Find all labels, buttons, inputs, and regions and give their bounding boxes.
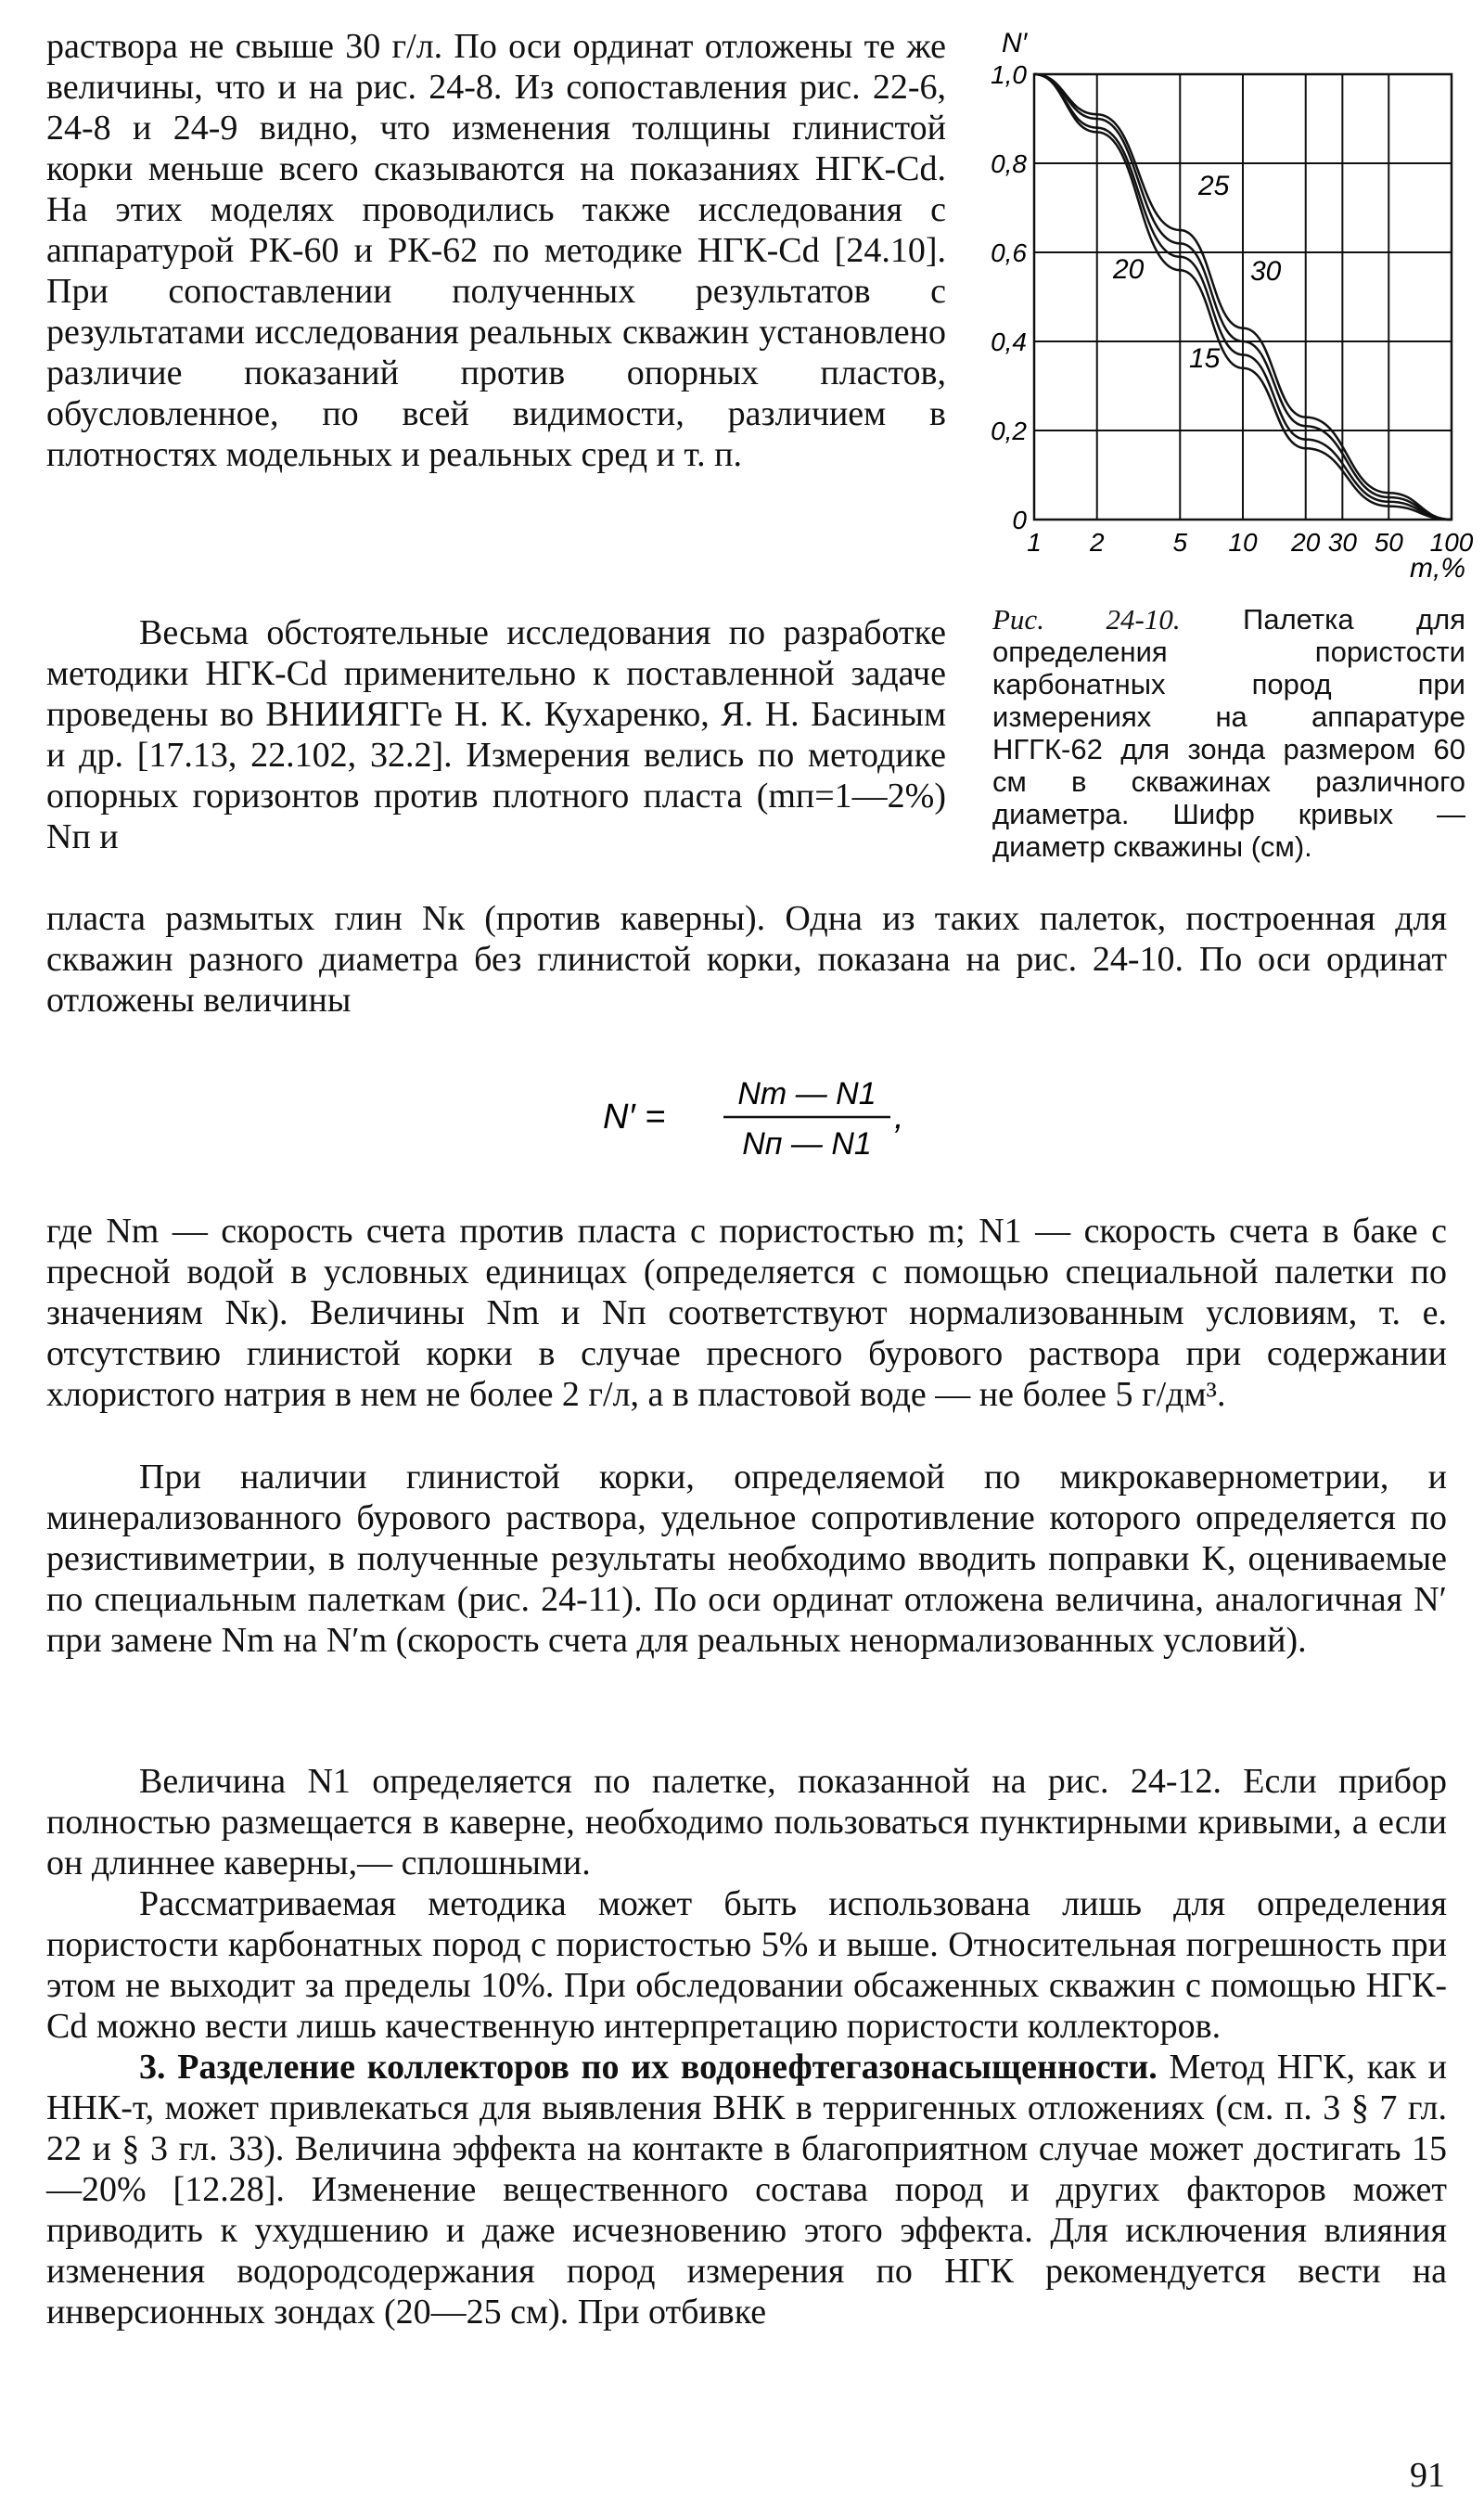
section-heading: 3. Разделение коллекторов по их водонефтегазонасыщенности. bbox=[139, 2048, 1158, 2087]
formula-numerator: Nm — N1 bbox=[737, 1076, 876, 1111]
y-tick-label: 1,0 bbox=[991, 60, 1027, 89]
paragraph-2-continuation: пласта размытых глин Nк (против каверны). Одна из таких палеток, построенная для скважин разного диаметра без глинистой корки, показана на рис. 24-10. По оси ординат отложены величины bbox=[46, 899, 1447, 1020]
paragraph-7-text: Метод НГК, как и ННК-т, может привлекаться для выявления ВНК в терригенных отложениях (см. п. 3 § 7 гл. 22 и § 3 гл. 33). Величина эффекта на контакте в благоприятном случае может достигать 15—20% [12.28]. Изменение вещественного состава пород и других факторов может приводить к ухудшению и даже исчезновению этого эффекта. Для исключения влияния изменения водородсодержания пород измерения по НГК рекомендуется вести на инверсионных зондах (20—25 см). При отбивке bbox=[46, 2048, 1448, 2332]
y-tick-label: 0,6 bbox=[991, 238, 1027, 267]
x-tick-label: 2 bbox=[1089, 528, 1105, 557]
curve-label-15: 15 bbox=[1189, 343, 1221, 374]
formula-lhs: N′ = bbox=[603, 1098, 666, 1137]
y-tick-label: 0 bbox=[1012, 506, 1027, 534]
curve-label-20: 20 bbox=[1113, 254, 1145, 285]
x-tick-label: 20 bbox=[1291, 528, 1321, 557]
x-tick-label: 50 bbox=[1374, 528, 1403, 557]
formula-comma: , bbox=[894, 1098, 904, 1137]
x-tick-label: 100 bbox=[1429, 528, 1474, 557]
formula-denominator: Nп — N1 bbox=[742, 1126, 872, 1162]
paragraph-2: Весьма обстоятельные исследования по разработке методики НГК-Cd применительно к поставленной задаче проведены во ВНИИЯГГе Н. К. Кухаренко, Я. Н. Басиным и др. [17.13, 22.102, 32.2]. Измерения велись по методике опорных горизонтов против плотного пласта (mп=1—2%) Nп и bbox=[46, 613, 946, 856]
x-axis-title: m,% bbox=[1410, 553, 1465, 584]
y-axis-title: N′ bbox=[1002, 28, 1028, 58]
caption-number: Рис. 24-10. bbox=[992, 603, 1181, 636]
paragraph-5: Величина N1 определяется по палетке, показанной на рис. 24-12. Если прибор полностью размещается в каверне, необходимо пользоваться пунктирными кривыми, а если он длиннее каверны,— сплошными. bbox=[46, 1762, 1447, 1882]
chart-ticks bbox=[991, 60, 1474, 557]
curve-label-30: 30 bbox=[1250, 256, 1282, 287]
curve-label-25: 25 bbox=[1198, 171, 1230, 201]
paragraph-6: Рассматриваемая методика может быть использована лишь для определения пористости карбонатных пород с пористостью 5% и выше. Относительная погрешность при этом не выходит за пределы 10%. При обследовании обсаженных скважин с помощью НГК-Cd можно вести лишь качественную интерпретацию пористости коллекторов. bbox=[46, 1884, 1447, 2046]
y-tick-label: 0,2 bbox=[991, 417, 1027, 445]
paragraph-1: раствора не свыше 30 г/л. По оси ординат отложены те же величины, что и на рис. 24-8. Из сопоставления рис. 22-6, 24-8 и 24-9 видно, что изменения толщины глинистой корки меньше всего сказываются на показаниях НГК-Cd. На этих моделях проводились также исследования с аппаратурой РК-60 и РК-62 по методике НГК-Cd [24.10]. При сопоставлении полученных результатов с результатами исследования реальных скважин установлено различие показаний против опорных пластов, обусловленное, по всей видимости, различием в плотностях модельных и реальных сред и т. п. bbox=[46, 27, 946, 474]
paragraph-4: При наличии глинистой корки, определяемой по микрокавернометрии, и минерализованного бурового раствора, удельное сопротивление которого определяется по резистивиметрии, в полученные результаты необходимо вводить поправки K, оцениваемые по специальным палеткам (рис. 24-11). По оси ординат отложена величина, аналогичная N′ при замене Nm на N′m (скорость счета для реальных ненормализованных условий). bbox=[46, 1458, 1447, 1660]
y-tick-label: 0,4 bbox=[991, 328, 1027, 356]
caption-text: Палетка для определения пористости карбонатных пород при измерениях на аппаратуре НГГК-62 для зонда размером 60 см в скважинах различного диаметра. Шифр кривых — диаметр скважины (см). bbox=[992, 603, 1465, 863]
figure-caption bbox=[992, 603, 1465, 863]
page-number: 91 bbox=[1410, 2456, 1445, 2495]
x-tick-label: 5 bbox=[1172, 528, 1188, 557]
paragraph-7 bbox=[46, 2047, 1447, 2332]
figure-24-10-chart bbox=[974, 28, 1475, 622]
x-tick-label: 10 bbox=[1228, 528, 1258, 557]
y-tick-label: 0,8 bbox=[991, 149, 1027, 178]
x-tick-label: 30 bbox=[1327, 528, 1357, 557]
x-tick-label: 1 bbox=[1027, 528, 1042, 557]
paragraph-3: где Nm — скорость счета против пласта с пористостью m; N1 — скорость счета в баке с пресной водой в условных единицах (определяется с помощью специальной палетки по значениям Nк). Величины Nm и Nп соответствуют нормализованным условиям, т. е. отсутствию глинистой корки в случае пресного бурового раствора при содержании хлористого натрия в нем не более 2 г/л, а в пластовой воде — не более 5 г/дм³. bbox=[46, 1212, 1447, 1414]
chart-grid bbox=[1034, 74, 1452, 520]
porosity-formula bbox=[594, 1065, 928, 1167]
